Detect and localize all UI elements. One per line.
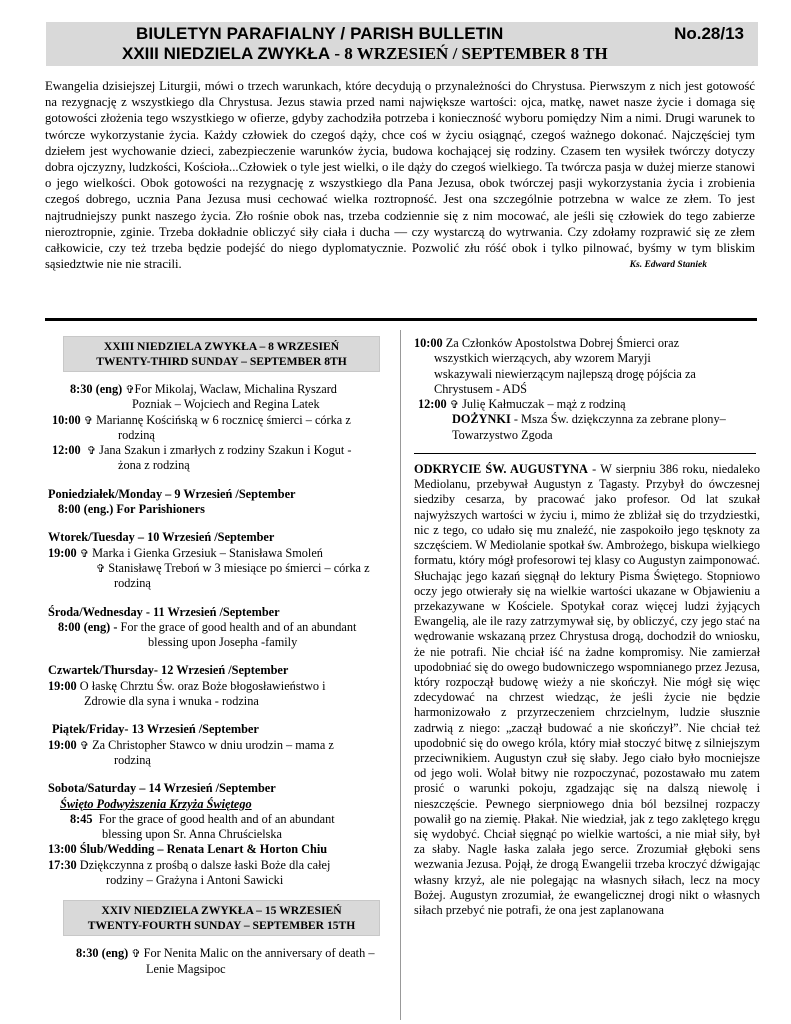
day-heading: Środa/Wednesday - 11 Wrzesień /September (48, 604, 280, 619)
mass-entry: 10:00 ✞ Mariannę Kościńską w 6 rocznicę śmierci – córka z rodziną (52, 412, 351, 442)
day-heading: Wtorek/Tuesday – 10 Wrzesień /September (48, 530, 275, 545)
mass-entry: 8:30 (eng) ✞For Mikolaj, Waclaw, Michalina Ryszard Pozniak – Wojciech and Regina Latek (70, 382, 337, 412)
reflection-text: Ewangelia dzisiejszej Liturgii, mówi o trzech warunkach, które decydują o przynależności do Chrystusa. Pierwszym z nich jest gotowość na rezygnację z wszystkiego dla Chrystusa. Jezus stawia przed nami największe wartości: ojca, matkę, nawet nasze życie i domaga się gotowości złożenia tego wszystkiego w ofierze, gdyby zachodziła potrzeba i konieczność wyboru pomiędzy Nim a nimi. Drugi warunek to twórcze wykorzystanie życia. Każdy człowiek do czegoś dąży, chce coś w życiu osiągnąć, czegoś ważnego dokonać. Najczęściej tym dziełem jest wychowanie dzieci, zabezpieczenie warunków życia, budowa kochającej się rodziny. Czasem ten wysiłek twórczy dotyczy dobra ojczyzny, ludzkości, Kościoła...Człowiek o tyle jest wielki, o ile dąży do czegoś wielkiego. Ta twórcza pasja w dużej mierze stanowi o jego wielkości. Obok gotowości na rezygnację z wszystkiego dla Pana Jezusa, obok twórczej pasji wykorzystania życia i zrobienia czegoś dobrego, ucznia Pana Jezusa musi cechować wielka roztropność. Jest ona szczególnie potrzebna w walce ze złem. To jest najtrudniejszy punkt naszego życia. Zło rośnie obok nas, trzeba codziennie się z nim mocować, ale jeśli się człowiek do tego zabierze nieroztropnie, zginie. Trzeba dokładnie obliczyć siły ciała i ducha — czy wystarczą do wytrwania. Czy zdołamy rozprawić się ze złem całkowicie, czy też trzeba będzie podejść do niego dyplomatycznie. Pozwolić złu róść obok i tylko pilnować, byśmy w tym bliskim sąsiedztwie nie nie stracili. (45, 79, 755, 272)
cross-icon: ✞ (86, 444, 97, 458)
next-sunday-heading-box: XXIV NIEDZIELA ZWYKŁA – 15 WRZESIEŃ TWENTY-FOURTH SUNDAY – SEPTEMBER 15TH (63, 900, 380, 936)
mass-entry: ✞ Stanisławę Treboń w 3 miesiące po śmierci – córka z rodziną (96, 560, 370, 591)
right-column (414, 336, 760, 918)
mass-schedule (48, 336, 388, 977)
mass-entry: 8:00 (eng) - For the grace of good health and of an abundant blessing upon Josepha -family (58, 619, 357, 650)
cross-icon: ✞ (449, 398, 459, 412)
mass-entry: 12:00 ✞ Jana Szakun i zmarłych z rodziny Szakun i Kogut - żona z rodziną (52, 443, 352, 473)
mass-entry: 19:00 O łaskę Chrztu Św. oraz Boże błogosławieństwo i Zdrowie dla syna i wnuka - rodzina (48, 678, 326, 709)
article-title: ODKRYCIE ŚW. AUGUSTYNA (414, 462, 588, 477)
bulletin-header (46, 22, 758, 66)
cross-icon: ✞ (79, 546, 89, 560)
mass-entry: 19:00 ✞ Za Christopher Stawco w dniu urodzin – mama z rodziną (48, 737, 334, 767)
mass-entry: 8:00 (eng.) For Parishioners (58, 502, 205, 517)
bulletin-subtitle: XXIII NIEDZIELA ZWYKŁA - 8 WRZESIEŃ / SEPTEMBER 8 TH (122, 44, 608, 63)
augustine-article (414, 462, 760, 918)
mass-entry: 17:30 Dziękczynna z prośbą o dalsze łaski Boże dla całej rodziny – Grażyna i Antoni Sawicki (48, 857, 331, 888)
wedding-entry: 13:00 Ślub/Wedding – Renata Lenart & Horton Chiu (48, 842, 328, 857)
article-rule (414, 453, 756, 454)
day-heading: Sobota/Saturday – 14 Wrzesień /September (48, 781, 276, 796)
sunday-masses (48, 382, 388, 474)
mass-entry: 8:30 (eng) ✞ For Nenita Malic on the anniversary of death – Lenie Magsipoc (76, 946, 375, 976)
feast-name: Święto Podwyższenia Krzyża Świętego (60, 796, 252, 811)
cross-icon: ✞ (131, 947, 141, 961)
day-heading: Poniedziałek/Monday – 9 Wrzesień /September (48, 486, 296, 501)
mass-entry: 8:45 For the grace of good health and of an abundant blessing upon Sr. Anna Chruścielska (70, 811, 335, 842)
mass-entry: 10:00 Za Członków Apostolstwa Dobrej Śmierci oraz wszystkich wierzących, aby wzorem Maryji wskazywali niewierzącym najlepszą drogę pójścia za Chrystusem - ADŚ (414, 336, 696, 396)
sunday-heading-box: XXIII NIEDZIELA ZWYKŁA – 8 WRZESIEŃ TWENTY-THIRD SUNDAY – SEPTEMBER 8TH (63, 336, 380, 372)
section-rule (45, 318, 757, 321)
reflection-signature: Ks. Edward Staniek (629, 260, 707, 271)
bulletin-number: No.28/13 (674, 24, 744, 43)
cross-icon: ✞ (83, 413, 93, 427)
day-heading: Czwartek/Thursday- 12 Wrzesień /September (48, 663, 289, 678)
cross-icon: ✞ (79, 738, 89, 752)
cross-icon: ✞ (96, 561, 106, 575)
bulletin-title: BIULETYN PARAFIALNY / PARISH BULLETIN (136, 24, 504, 43)
day-heading: Piątek/Friday- 13 Wrzesień /September (52, 722, 259, 737)
mass-entry: 12:00 ✞ Julię Kałmuczak – mąż z rodziną DOŻYNKI - Msza Św. dziękczynna za zebrane plony– Towarzystwo Zgoda (418, 397, 726, 442)
column-divider (400, 330, 401, 1020)
article-text: - W sierpniu 386 roku, niedaleko Mediolanu, przebywał Augustyn z Tagasty. Przybył do ówczesnej siedziby cesarza, by pracować jako profesor. Od lat szukał najwyższych wartości w życiu i, mimo że zbliżał się do trzydziestki, nic z tego, co udało się mu znaleźć, nie zaspokoiło jego tęsknoty za szczęściem. W Mediolanie spotkał św. Ambrożego, biskupa wielkiego formatu, który mógł profesorowi tej klasy co Augustyn zaimponować. Słuchając jego kazań sięgnął do lektury Pisma Świętego. Stopniowo oczy jego otwierały się na wielkie wartości ukazane w Objawieniu a przekazywane w Kościele. Spotykał coraz więcej ludzi żyjących Ewangelią, ale ile razy zatrzymywał się, by obliczyć, czy jego stać na wędrowanie wskazaną przez Chrystusa drogą, dochodził do wniosku, że nie potrafi. Nie chciał iść na żadne kompromisy. Nie zamierzał upodobniać się do owego budowniczego wspomnianego przez Jezusa, który rozpoczął budowę wieży a nie skończył. Nie mógł się więc zdecydować na chrzest wiedząc, że jeśli życie nie będzie harmonizowało z przyrzeczeniem chrzcielnym, ludzie słusznie zadrwią z niego: „zaczął budować a nie skończył”. Nie chciał też upodobnić się do owego króla, który miał stoczyć bitwę z silniejszym przeciwnikiem. Augustyn czuł się słaby. Jego ciało było mocniejsze od jego woli. Wolał bitwy nie rozpoczynać, pozostawało mu zatem prosić o warunki pokoju, zgadzając się na dalszą niewolę i nieszczęście. Pewnego sierpniowego dnia ból bezsilnej rozpaczy powalił go na ziemię. Płakał. Nie wiedział, jak z tego zaklętego kręgu się wydobyć. Chciał sięgnąć po wielkie wartości, a nie miał siły, był za słaby. Nagle łaska zalała jego serce. Zrozumiał głęboki sens wezwania Jezusa. Pojął, że drogą Ewangelii trzeba kroczyć dźwigając własny krzyż, ale nie polegając na własnych siłach, lecz na mocy Bożej. Augustyn zrozumiał, że ewangelicznej drogi nikt o własnych siłach przebyć nie potrafi, że ona jest zaplanowana (414, 462, 760, 917)
harvest-label: DOŻYNKI (452, 412, 511, 427)
gospel-reflection (45, 78, 755, 273)
cross-icon: ✞ (125, 383, 135, 396)
mass-entry: 19:00 ✞ Marka i Gienka Grzesiuk – Stanisława Smoleń (48, 545, 323, 560)
